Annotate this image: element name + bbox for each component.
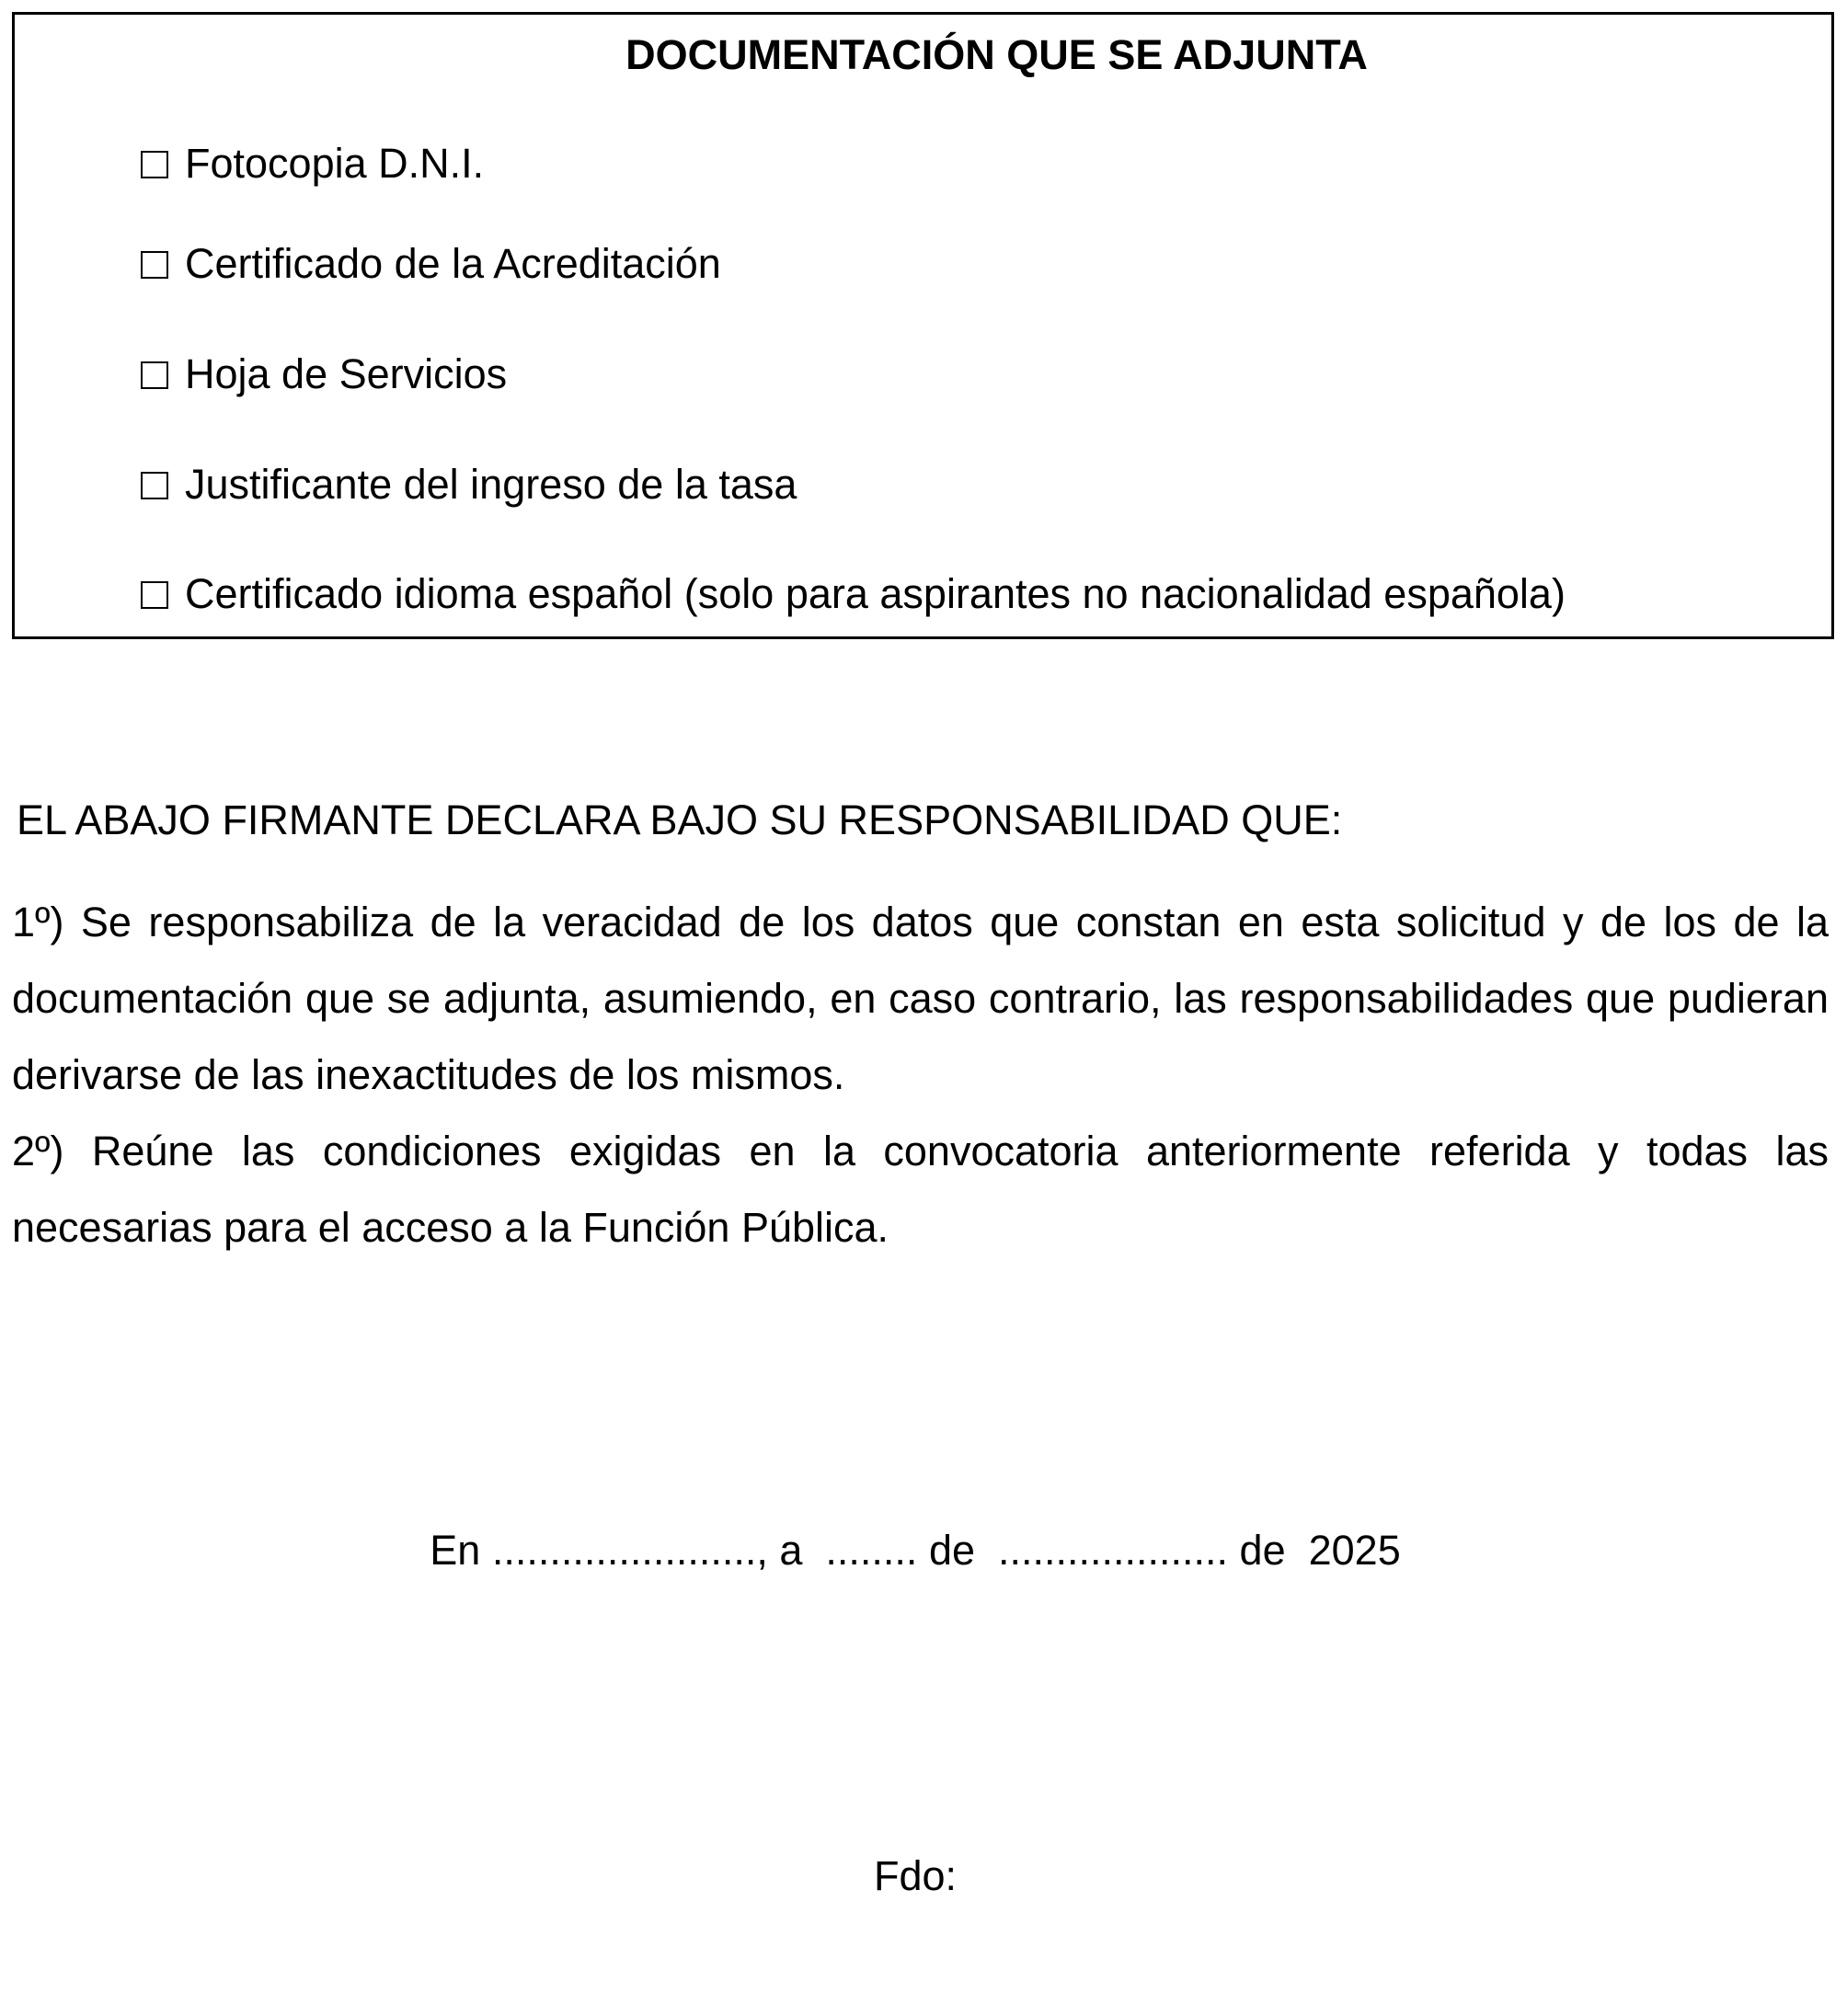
checkbox-item-idioma[interactable]: [141, 568, 1566, 620]
checkbox-icon[interactable]: [141, 581, 168, 609]
checkbox-item-hoja-servicios[interactable]: [141, 349, 507, 400]
checkbox-item-acreditacion[interactable]: [141, 238, 721, 290]
declaration-paragraph-1: 1º) Se responsabiliza de la veracidad de los datos que constan en esta solicitud y de los de la documentación que se adjunta, asumiendo, en caso contrario, las responsabilidades que pudieran derivarse de las inexactitudes de los mismos.: [12, 899, 1829, 1098]
checkbox-icon[interactable]: [141, 472, 168, 499]
checkbox-label: Fotocopia D.N.I.: [185, 140, 485, 187]
declaration-heading: EL ABAJO FIRMANTE DECLARA BAJO SU RESPONSABILIDAD QUE:: [17, 796, 1343, 843]
signature-label: Fdo:: [873, 1852, 958, 1899]
checkbox-label: Certificado idioma español (solo para aspirantes no nacionalidad española): [185, 570, 1566, 617]
checkbox-item-dni[interactable]: [141, 138, 484, 189]
checkbox-icon[interactable]: [141, 361, 168, 389]
checkbox-item-justificante-tasa[interactable]: [141, 459, 797, 510]
declaration-paragraph-2: 2º) Reúne las condiciones exigidas en la convocatoria anteriormente referida y todas las necesarias para el acceso a la Función Pública.: [12, 1128, 1829, 1251]
checkbox-label: Certificado de la Acreditación: [185, 240, 721, 287]
documentation-title: DOCUMENTACIÓN QUE SE ADJUNTA: [625, 31, 1368, 78]
checkbox-label: Justificante del ingreso de la tasa: [185, 461, 797, 508]
checkbox-label: Hoja de Servicios: [185, 350, 508, 397]
date-line: En ......................., a ........ de .................... de 2025: [430, 1527, 1401, 1574]
checkbox-icon[interactable]: [141, 251, 168, 279]
checkbox-icon[interactable]: [141, 151, 168, 178]
documentation-box: [12, 12, 1834, 639]
